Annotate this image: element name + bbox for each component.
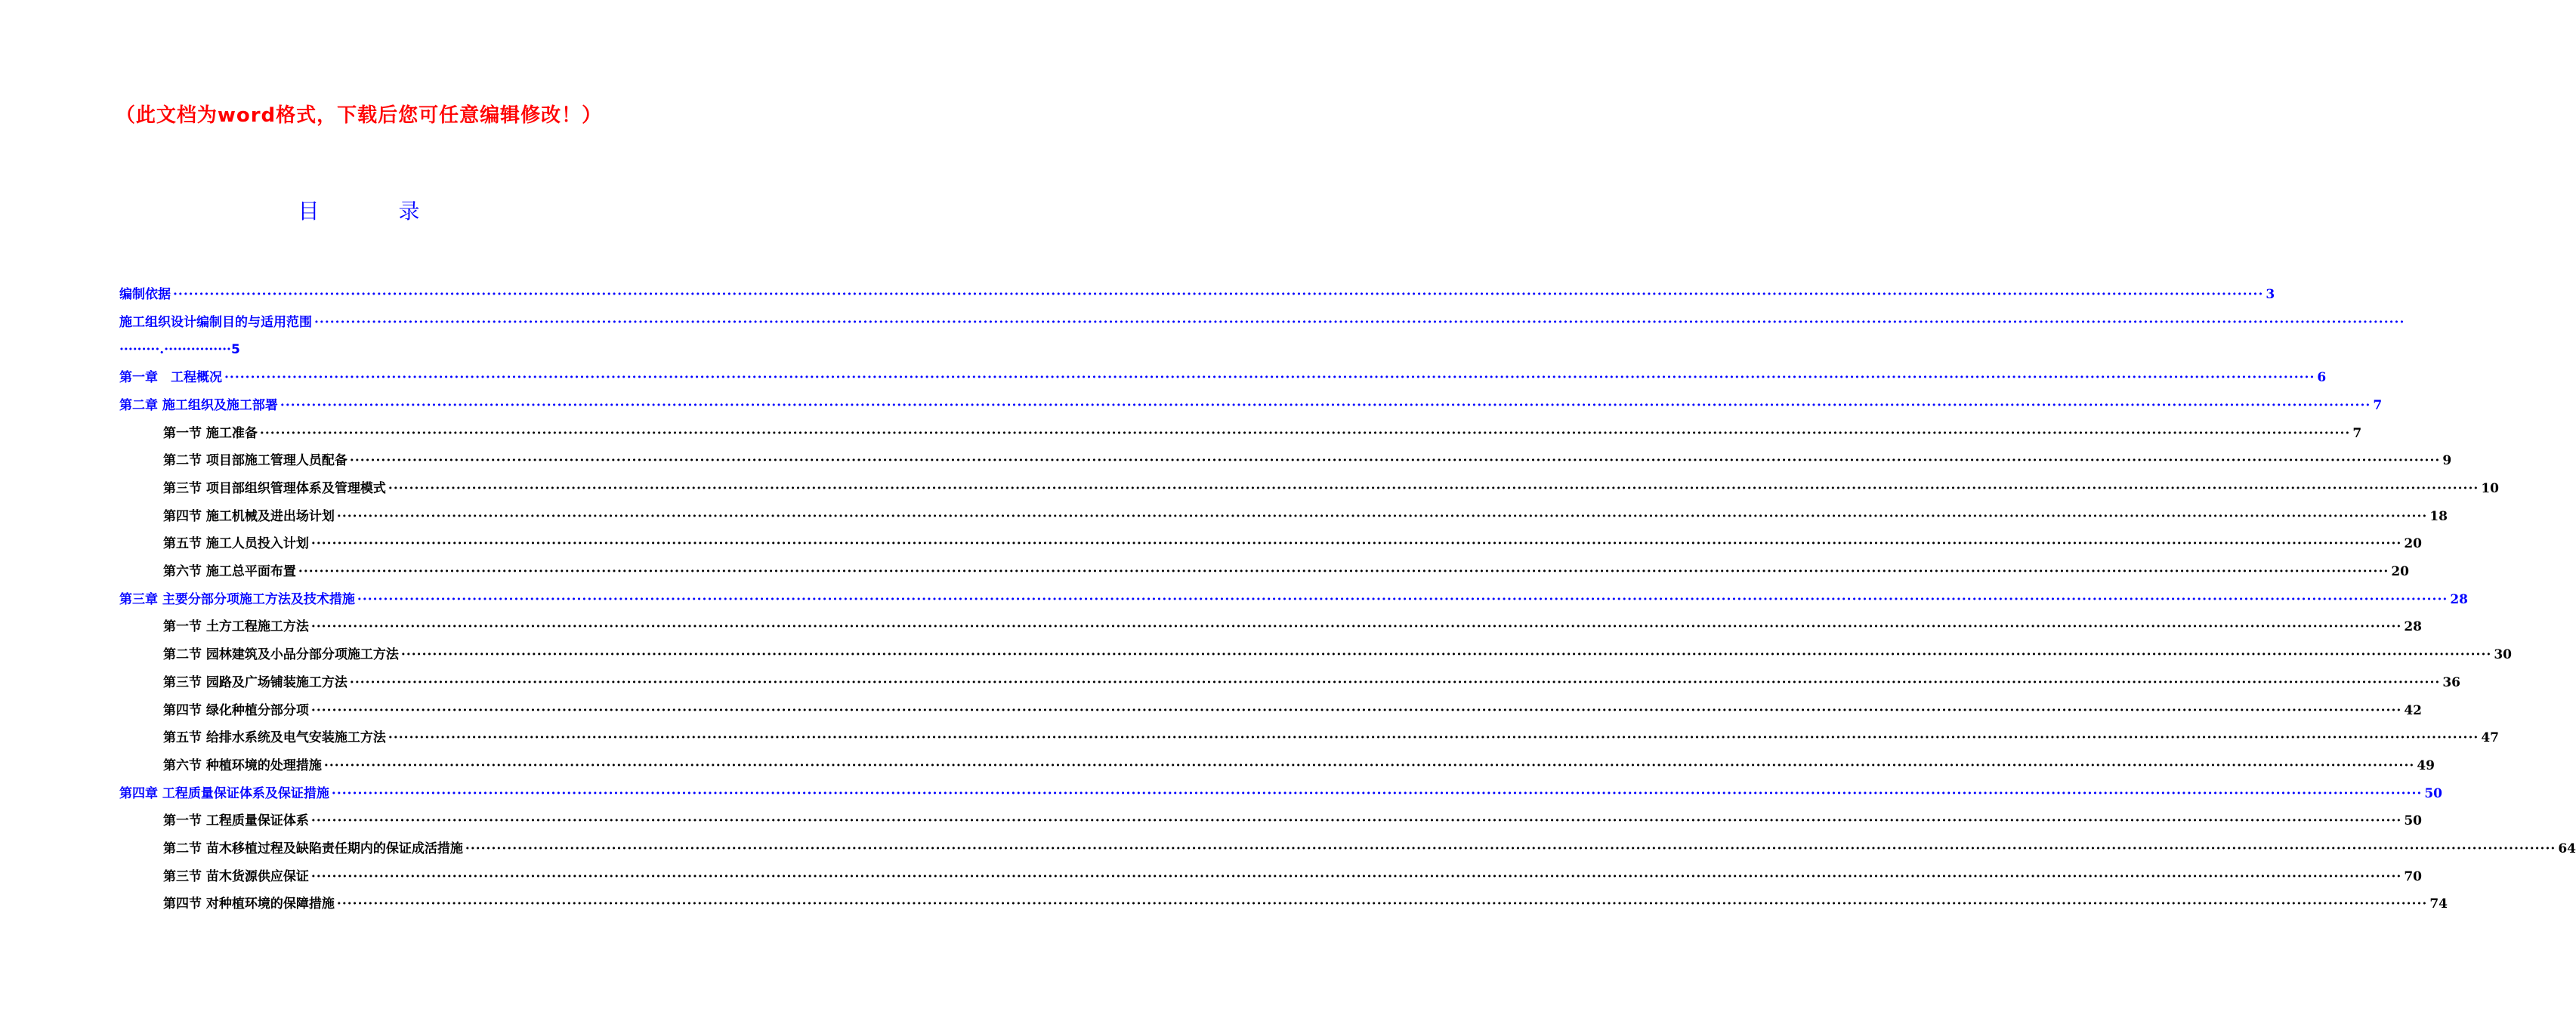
- toc-leader-dots: ················································································································································································································································································································································································································: [310, 813, 2402, 829]
- toc-page-number: 20: [2391, 564, 2409, 579]
- toc-entry-label: 第六节 种植环境的处理措施: [163, 757, 322, 773]
- toc-page-number: 30: [2494, 647, 2512, 663]
- toc-entry[interactable]: [163, 447, 2452, 474]
- toc-leader-dots: ················································································································································································································································································································································································································: [357, 591, 2448, 607]
- toc-leader-dots: ················································································································································································································································································································································································································: [336, 508, 2428, 524]
- toc-page-number: 36: [2442, 674, 2460, 690]
- toc-entry[interactable]: [163, 863, 2422, 890]
- toc-entry-label: 第三章 主要分部分项施工方法及技术措施: [119, 591, 355, 607]
- toc-page-number: 28: [2404, 619, 2422, 635]
- toc-entry[interactable]: [119, 281, 2275, 308]
- toc-page-number: 3: [2266, 287, 2275, 302]
- toc-entry-label: 第五节 施工人员投入计划: [163, 536, 309, 552]
- toc-entry[interactable]: [163, 724, 2499, 751]
- toc-entry-label: 第二节 项目部施工管理人员配备: [163, 453, 347, 469]
- toc-leader-dots: ················································································································································································································································································································································································································: [388, 480, 2479, 496]
- toc-entry-label: 第三节 苗木货源供应保证: [163, 868, 309, 884]
- toc-page-number: 10: [2481, 480, 2499, 496]
- toc-entry-label: 第一节 施工准备: [163, 425, 258, 441]
- toc-page-number: 50: [2424, 785, 2442, 801]
- toc-entry-label: 第一节 土方工程施工方法: [163, 619, 309, 635]
- toc-heading: [0, 195, 718, 225]
- toc-entry[interactable]: [163, 669, 2460, 696]
- toc-leader-dots: ·········.···············: [119, 342, 231, 358]
- toc-leader-dots: ················································································································································································································································································································································································································: [280, 397, 2371, 413]
- toc-page-number: 74: [2429, 896, 2448, 912]
- toc-entry[interactable]: [163, 475, 2499, 502]
- toc-entry[interactable]: [119, 364, 2327, 391]
- toc-entry[interactable]: [163, 807, 2422, 835]
- toc-entry[interactable]: [163, 752, 2435, 779]
- toc-entry-label: 第一章 工程概况: [119, 370, 222, 386]
- toc-page-number: 47: [2481, 730, 2499, 746]
- toc-leader-dots: ················································································································································································································································································································································································································: [310, 536, 2402, 552]
- toc-entry[interactable]: [163, 503, 2448, 530]
- toc-leader-dots: ················································································································································································································································································································································································································: [310, 619, 2402, 635]
- toc-entry[interactable]: [163, 641, 2512, 668]
- toc-entry-label: 第一节 工程质量保证体系: [163, 813, 309, 829]
- toc-entry[interactable]: [119, 309, 2405, 336]
- toc-entry-label: 第三节 项目部组织管理体系及管理模式: [163, 480, 386, 496]
- toc-entry-label: 第四节 施工机械及进出场计划: [163, 508, 335, 524]
- toc-entry-label: 第二节 园林建筑及小品分部分项施工方法: [163, 647, 399, 663]
- toc-leader-dots: ················································································································································································································································································································································································································: [323, 757, 2415, 773]
- toc-entry[interactable]: [163, 530, 2422, 557]
- toc-leader-dots: ················································································································································································································································································································································································································: [173, 287, 2264, 302]
- toc-page-number: 64: [2558, 841, 2576, 856]
- toc-page-number: 50: [2404, 813, 2422, 829]
- toc-entry-label: 编制依据: [119, 287, 171, 302]
- toc-leader-dots: ················································································································································································································································································································································································································: [388, 730, 2479, 746]
- toc-leader-dots: ················································································································································································································································································································································································································: [259, 425, 2351, 441]
- toc-leader-dots: ················································································································································································································································································································································································································: [298, 564, 2389, 579]
- toc-page-number: 42: [2404, 702, 2422, 718]
- toc-entry[interactable]: [163, 835, 2576, 862]
- toc-entry-label: 施工组织设计编制目的与适用范围: [119, 314, 312, 330]
- toc-heading-left: 目: [298, 199, 320, 224]
- toc-entry[interactable]: [163, 697, 2422, 724]
- toc-entry-label: 第四章 工程质量保证体系及保证措施: [119, 785, 329, 801]
- toc-leader-dots: ················································································································································································································································································································································································································: [331, 785, 2423, 801]
- toc-entry[interactable]: [163, 420, 2362, 447]
- toc-entry-continuation: [119, 336, 240, 363]
- toc-entry[interactable]: [119, 586, 2468, 613]
- toc-entry[interactable]: [163, 613, 2422, 640]
- toc-entry[interactable]: [163, 890, 2448, 918]
- toc-entry-label: 第二章 施工组织及施工部署: [119, 397, 278, 413]
- toc-leader-dots: ················································································································································································································································································································································································································: [349, 674, 2441, 690]
- toc-leader-dots: ················································································································································································································································································································································································································: [400, 647, 2492, 663]
- toc-entry-label: 第三节 园路及广场铺装施工方法: [163, 674, 347, 690]
- toc-heading-right: 录: [398, 199, 420, 224]
- toc-page-number: 20: [2404, 536, 2422, 552]
- toc-entry[interactable]: [119, 392, 2383, 419]
- toc-leader-dots: ················································································································································································································································································································································································································: [336, 896, 2428, 912]
- toc-entry-label: 第四节 绿化种植分部分项: [163, 702, 309, 718]
- toc-leader-dots: ················································································································································································································································································································································································································: [310, 868, 2402, 884]
- toc-page-number: 70: [2404, 868, 2422, 884]
- toc-entry-label: 第四节 对种植环境的保障措施: [163, 896, 335, 912]
- editable-notice-banner: （此文档为word格式，下载后您可任意编辑修改！）: [115, 104, 603, 127]
- toc-leader-dots: ················································································································································································································································································································································································································: [314, 314, 2405, 330]
- toc-entry[interactable]: [163, 558, 2409, 585]
- toc-page-number: 9: [2442, 453, 2452, 469]
- toc-entry-label: 第五节 给排水系统及电气安装施工方法: [163, 730, 386, 746]
- toc-page-number: 5: [230, 342, 240, 358]
- toc-page-number: 7: [2373, 397, 2383, 413]
- toc-page-number: 6: [2317, 370, 2327, 386]
- toc-page-number: 49: [2417, 757, 2435, 773]
- toc-page-number: 28: [2450, 591, 2468, 607]
- toc-page-number: 7: [2352, 425, 2362, 441]
- toc-page-number: 18: [2429, 508, 2448, 524]
- toc-leader-dots: ················································································································································································································································································································································································································: [349, 453, 2441, 469]
- toc-entry[interactable]: [119, 780, 2442, 807]
- toc-entry-label: 第六节 施工总平面布置: [163, 564, 296, 579]
- toc-entry-label: 第二节 苗木移植过程及缺陷责任期内的保证成活措施: [163, 841, 463, 856]
- toc-leader-dots: ················································································································································································································································································································································································································: [310, 702, 2402, 718]
- toc-leader-dots: ················································································································································································································································································································································································································: [465, 841, 2556, 856]
- toc-leader-dots: ················································································································································································································································································································································································································: [224, 370, 2315, 386]
